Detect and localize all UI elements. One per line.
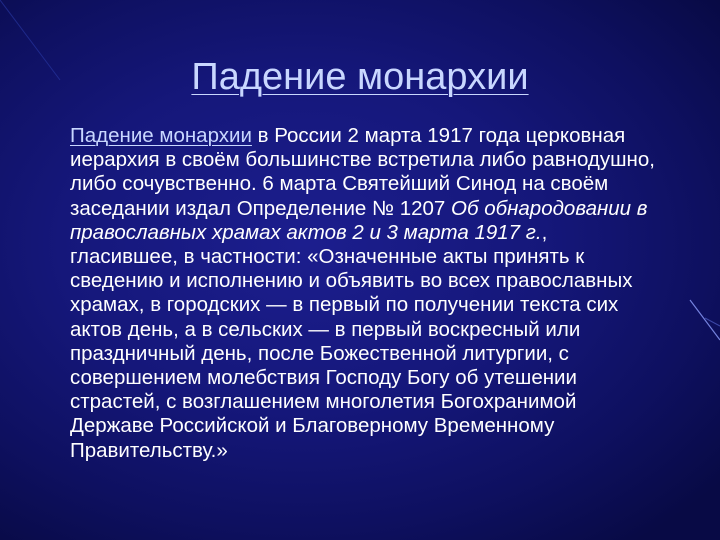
slide-title: [0, 54, 720, 100]
body-text-part-2: , гласившее, в частности: «Означенные акты принять к сведению и исполнению и объявить во всех православных храмах, в городских — в первый по получении текста сих актов день, а в сельских — в первый воскресный или праздничный день, после Божественной литургии, с совершением молебствия Господу Богу об утешении страстей, с возглашением многолетия Богохранимой Державе Российской и Благоверному Временному Правительству.»: [70, 220, 633, 462]
slide-title-text[interactable]: Падение монархии: [191, 56, 529, 98]
deco-line-right-2: [705, 318, 720, 326]
slide-body-paragraph: [70, 124, 660, 463]
body-italic-decree-title: Об обнародовании в православных храмах актов 2 и 3 марта 1917 г.: [70, 196, 648, 244]
body-text-part-1: в России 2 марта 1917 года церковная иерархия в своём большинстве встретила либо равнодушно, либо сочувственно. 6 марта Святейший Синод на своём заседании издал Определение № 1207: [70, 124, 655, 220]
monarchy-fall-link[interactable]: Падение монархии: [70, 124, 252, 147]
deco-line-right: [690, 300, 720, 340]
